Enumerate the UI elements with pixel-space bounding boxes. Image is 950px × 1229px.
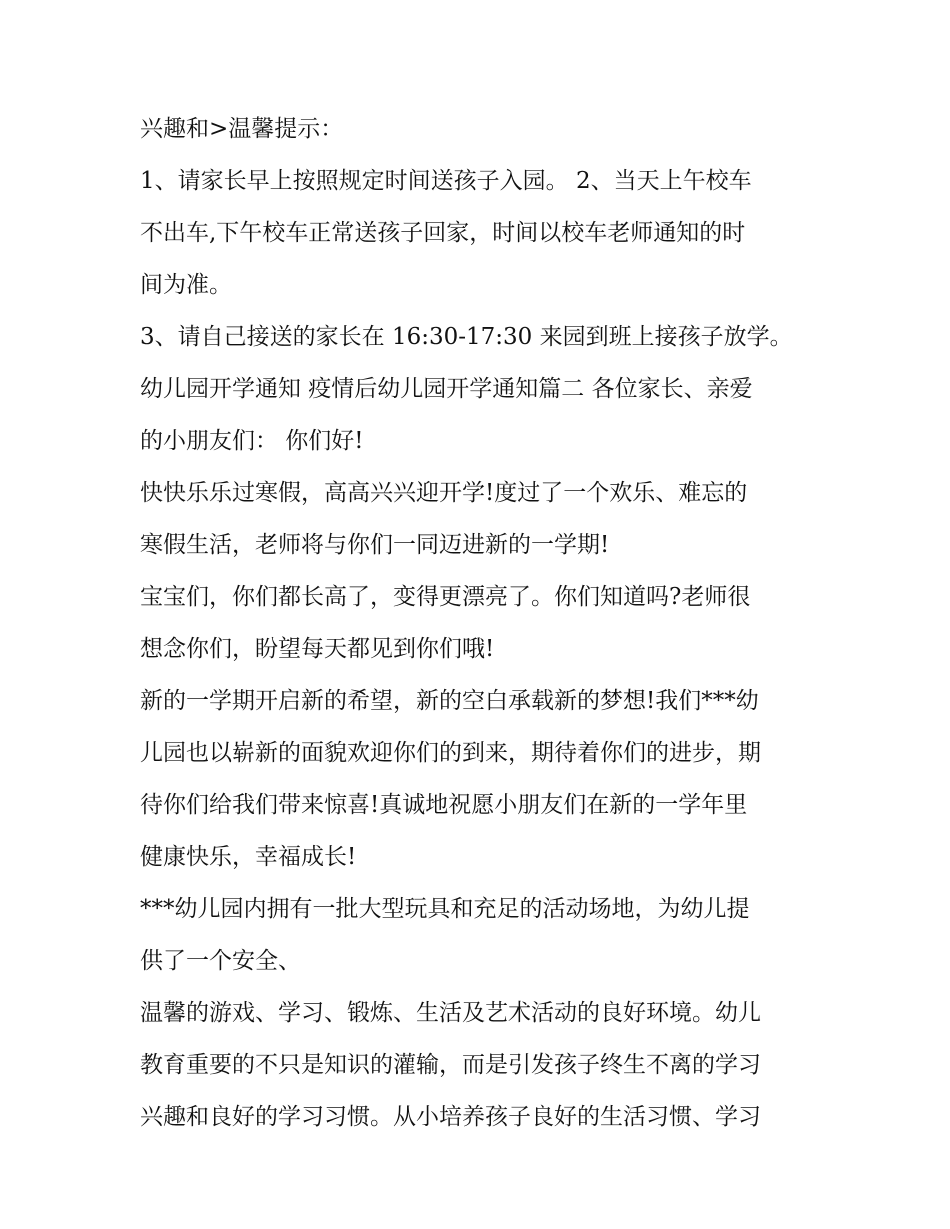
text-line-8: 快快乐乐过寒假，高高兴兴迎开学!度过了一个欢乐、难忘的	[140, 480, 748, 506]
text-line-2: 1、请家长早上按照规定时间送孩子入园。 2、当天上午校车	[140, 168, 752, 194]
text-line-7: 的小朋友们： 你们好!	[140, 428, 364, 454]
text-line-12: 新的一学期开启新的希望，新的空白承载新的梦想!我们***幼	[140, 688, 759, 714]
text-line-11: 想念你们，盼望每天都见到你们哦!	[140, 636, 495, 662]
text-line-20: 兴趣和良好的学习习惯。从小培养孩子良好的生活习惯、学习	[140, 1104, 761, 1130]
document-body	[140, 103, 820, 1143]
text-line-3: 不出车,下午校车正常送孩子回家，时间以校车老师通知的时	[140, 220, 746, 246]
text-line-1: 兴趣和>温馨提示：	[140, 116, 344, 142]
text-line-14: 待你们给我们带来惊喜!真诚地祝愿小朋友们在新的一学年里	[140, 792, 748, 818]
text-line-5: 3、请自己接送的家长在 16:30-17:30 来园到班上接孩子放学。	[140, 324, 793, 350]
text-line-17: 供了一个安全、	[140, 948, 301, 974]
text-line-9: 寒假生活，老师将与你们一同迈进新的一学期!	[140, 532, 610, 558]
text-line-6: 幼儿园开学通知 疫情后幼儿园开学通知篇二 各位家长、亲爱	[140, 376, 753, 402]
text-line-13: 儿园也以崭新的面貌欢迎你们的到来，期待着你们的进步，期	[140, 740, 761, 766]
text-line-19: 教育重要的不只是知识的灌输，而是引发孩子终生不离的学习	[140, 1052, 761, 1078]
text-line-15: 健康快乐，幸福成长!	[140, 844, 357, 870]
text-line-16: ***幼儿园内拥有一批大型玩具和充足的活动场地，为幼儿提	[140, 896, 750, 922]
text-line-18: 温馨的游戏、学习、锻炼、生活及艺术活动的良好环境。幼儿	[140, 1000, 761, 1026]
text-line-4: 间为准。	[140, 272, 232, 298]
text-line-10: 宝宝们，你们都长高了，变得更漂亮了。你们知道吗?老师很	[140, 584, 751, 610]
